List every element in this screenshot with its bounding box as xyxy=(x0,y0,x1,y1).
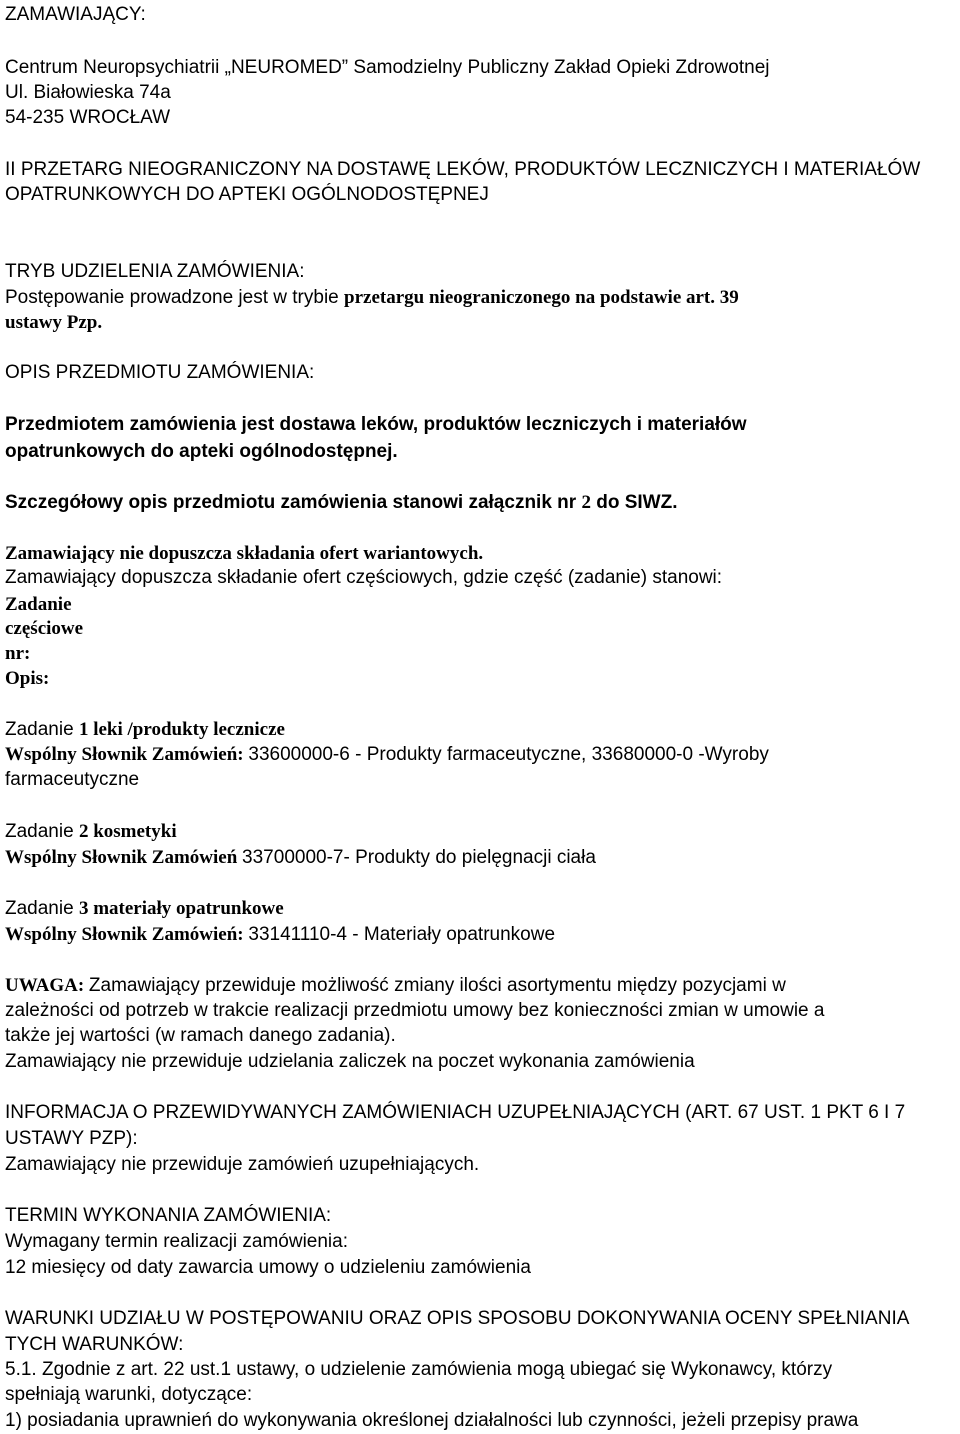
task-1-title: Zadanie 1 leki /produkty lecznicze xyxy=(5,719,285,740)
address-city: 54-235 WROCŁAW xyxy=(5,107,171,128)
note-line-2: zależności od potrzeb w trakcie realizacji przedmiotu umowy bez konieczności zmian w umowie a xyxy=(5,1000,825,1021)
variant-offers-note: Zamawiający nie dopuszcza składania ofert wariantowych. xyxy=(5,543,484,564)
task-2-cpv: Wspólny Słownik Zamówień 33700000-7- Produkty do pielęgnacji ciała xyxy=(5,847,596,868)
note-line-3: także jej wartości (w ramach danego zadania). xyxy=(5,1025,396,1046)
table-header-nr: nr: xyxy=(5,643,31,664)
section-heading-informacja-line-2: USTAWY PZP): xyxy=(5,1128,138,1149)
task-2-title: Zadanie 2 kosmetyki xyxy=(5,821,177,842)
section-heading-warunki-line-2: TYCH WARUNKÓW: xyxy=(5,1334,184,1355)
deadline-label: Wymagany termin realizacji zamówienia: xyxy=(5,1231,349,1252)
subject-text-line-1: Przedmiotem zamówienia jest dostawa leków, produktów leczniczych i materiałów xyxy=(5,414,747,435)
task-3-cpv: Wspólny Słownik Zamówień: 33141110-4 - Materiały opatrunkowe xyxy=(5,924,556,945)
conditions-text-line-2: spełniają warunki, dotyczące: xyxy=(5,1384,253,1405)
partial-offers-note: Zamawiający dopuszcza składanie ofert częściowych, gdzie część (zadanie) stanowi: xyxy=(5,567,723,588)
task-1-cpv-line-2: farmaceutyczne xyxy=(5,769,140,790)
contracting-authority-name: Centrum Neuropsychiatrii „NEUROMED” Samodzielny Publiczny Zakład Opieki Zdrowotnej xyxy=(5,57,770,78)
conditions-text-line-1: 5.1. Zgodnie z art. 22 ust.1 ustawy, o udzielenie zamówienia mogą ubiegać się Wykonawcy, którzy xyxy=(5,1359,833,1380)
conditions-text-line-3: 1) posiadania uprawnień do wykonywania określonej działalności lub czynności, jeżeli przepisy prawa xyxy=(5,1410,859,1431)
section-heading-termin: TERMIN WYKONANIA ZAMÓWIENIA: xyxy=(5,1205,332,1226)
section-heading-informacja-line-1: INFORMACJA O PRZEWIDYWANYCH ZAMÓWIENIACH UZUPEŁNIAJĄCYCH (ART. 67 UST. 1 PKT 6 I 7 xyxy=(5,1102,906,1123)
task-1-cpv-line-1: Wspólny Słownik Zamówień: 33600000-6 - Produkty farmaceutyczne, 33680000-0 -Wyroby xyxy=(5,744,769,765)
task-3-title: Zadanie 3 materiały opatrunkowe xyxy=(5,898,284,919)
table-header-czesciowe: częściowe xyxy=(5,618,84,639)
subject-text-line-2: opatrunkowych do apteki ogólnodostępnej. xyxy=(5,441,398,462)
supplementary-orders-note: Zamawiający nie przewiduje zamówień uzupełniających. xyxy=(5,1154,480,1175)
procedure-text-line-1: Postępowanie prowadzone jest w trybie przetargu nieograniczonego na podstawie art. 39 xyxy=(5,287,739,308)
table-header-opis: Opis: xyxy=(5,668,50,689)
procedure-text-line-2: ustawy Pzp. xyxy=(5,312,103,333)
tender-title-line-1: II PRZETARG NIEOGRANICZONY NA DOSTAWĘ LEKÓW, PRODUKTÓW LECZNICZYCH I MATERIAŁÓW xyxy=(5,159,921,180)
section-heading-zamawiajacy: ZAMAWIAJĄCY: xyxy=(5,4,146,25)
note-line-1: UWAGA: Zamawiający przewiduje możliwość zmiany ilości asortymentu między pozycjami w xyxy=(5,975,786,996)
deadline-value: 12 miesięcy od daty zawarcia umowy o udzieleniu zamówienia xyxy=(5,1257,531,1278)
section-heading-opis: OPIS PRZEDMIOTU ZAMÓWIENIA: xyxy=(5,362,315,383)
tender-title-line-2: OPATRUNKOWYCH DO APTEKI OGÓLNODOSTĘPNEJ xyxy=(5,184,489,205)
attachment-reference: Szczegółowy opis przedmiotu zamówienia stanowi załącznik nr 2 do SIWZ. xyxy=(5,492,678,513)
section-heading-tryb: TRYB UDZIELENIA ZAMÓWIENIA: xyxy=(5,261,305,282)
section-heading-warunki-line-1: WARUNKI UDZIAŁU W POSTĘPOWANIU ORAZ OPIS SPOSOBU DOKONYWANIA OCENY SPEŁNIANIA xyxy=(5,1308,910,1329)
advance-payment-note: Zamawiający nie przewiduje udzielania zaliczek na poczet wykonania zamówienia xyxy=(5,1051,695,1072)
address-street: Ul. Białowieska 74a xyxy=(5,82,171,103)
table-header-zadanie: Zadanie xyxy=(5,594,72,615)
